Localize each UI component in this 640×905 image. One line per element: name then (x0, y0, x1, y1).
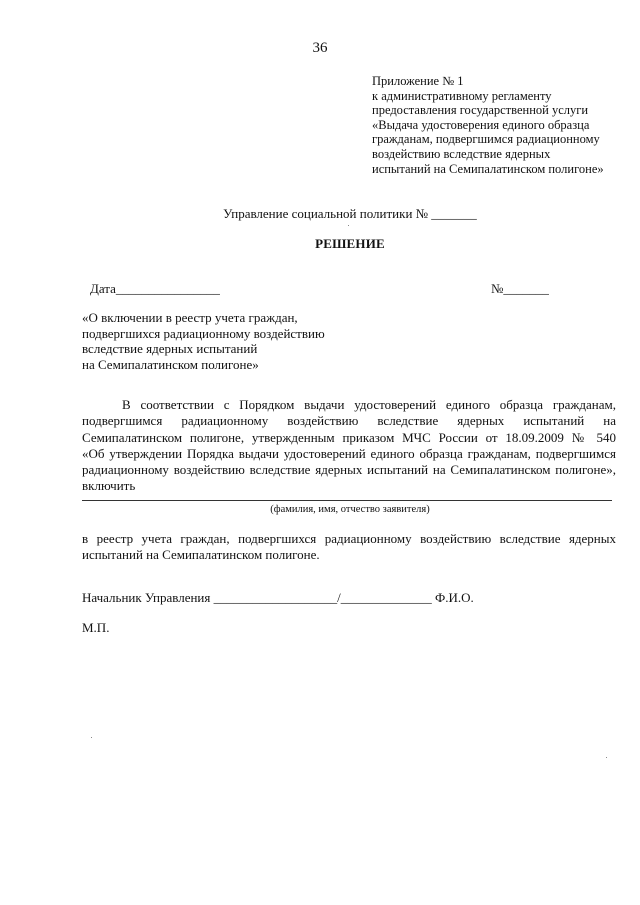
scan-speck (606, 757, 607, 758)
appendix-line: «Выдача удостоверения единого образца (372, 117, 590, 132)
body-line: радиационному воздействию вследствие ядерных испытаний на Семипалатинском полигоне», (82, 462, 616, 478)
appendix-line: воздействию вследствие ядерных (372, 146, 551, 161)
subject-line: на Семипалатинском полигоне» (82, 356, 259, 372)
applicant-name-line (82, 500, 612, 501)
registry-line: испытаний на Семипалатинском полигоне. (82, 547, 320, 563)
appendix-line: испытаний на Семипалатинском полигоне» (372, 161, 604, 176)
page-number: 36 (312, 40, 328, 56)
body-paragraph (82, 397, 616, 495)
scan-speck (91, 737, 92, 738)
date-field: Дата________________ (90, 281, 220, 296)
registry-line: в реестр учета граждан, подвергшихся радиационному воздействию вследствие ядерных (82, 531, 616, 546)
stamp-label: М.П. (82, 620, 110, 635)
body-line: «Об утверждении Порядка выдачи удостоверений единого образца гражданам, подвергшимся (82, 445, 616, 461)
appendix-line: к административному регламенту (372, 88, 552, 103)
number-field: №_______ (491, 281, 549, 296)
body-line: Семипалатинском полигоне, утвержденным приказом МЧС России от 18.09.2009 № 540 (82, 429, 616, 445)
document-title: РЕШЕНИЕ (315, 236, 385, 251)
subject-block (82, 310, 325, 372)
department-line: Управление социальной политики № _______ (223, 206, 477, 221)
scan-speck (348, 225, 349, 226)
signature-line: Начальник Управления ___________________/______________ Ф.И.О. (82, 590, 474, 605)
body-line: подвергшимся радиационному воздействию вследствие ядерных испытаний на (82, 413, 616, 429)
appendix-block (372, 74, 632, 176)
appendix-line: Приложение № 1 (372, 74, 464, 88)
appendix-line: предоставления государственной услуги (372, 103, 589, 118)
body-line: В соответствии с Порядком выдачи удостоверений единого образца гражданам, (122, 397, 616, 412)
body-line: включить (82, 478, 136, 494)
subject-line: подвергшихся радиационному воздействию (82, 325, 325, 341)
applicant-name-caption: (фамилия, имя, отчество заявителя) (270, 504, 430, 515)
subject-line: «О включении в реестр учета граждан, (82, 310, 298, 325)
appendix-line: гражданам, подвергшимся радиационному (372, 132, 600, 147)
registry-paragraph (82, 531, 616, 564)
subject-line: вследствие ядерных испытаний (82, 341, 258, 356)
